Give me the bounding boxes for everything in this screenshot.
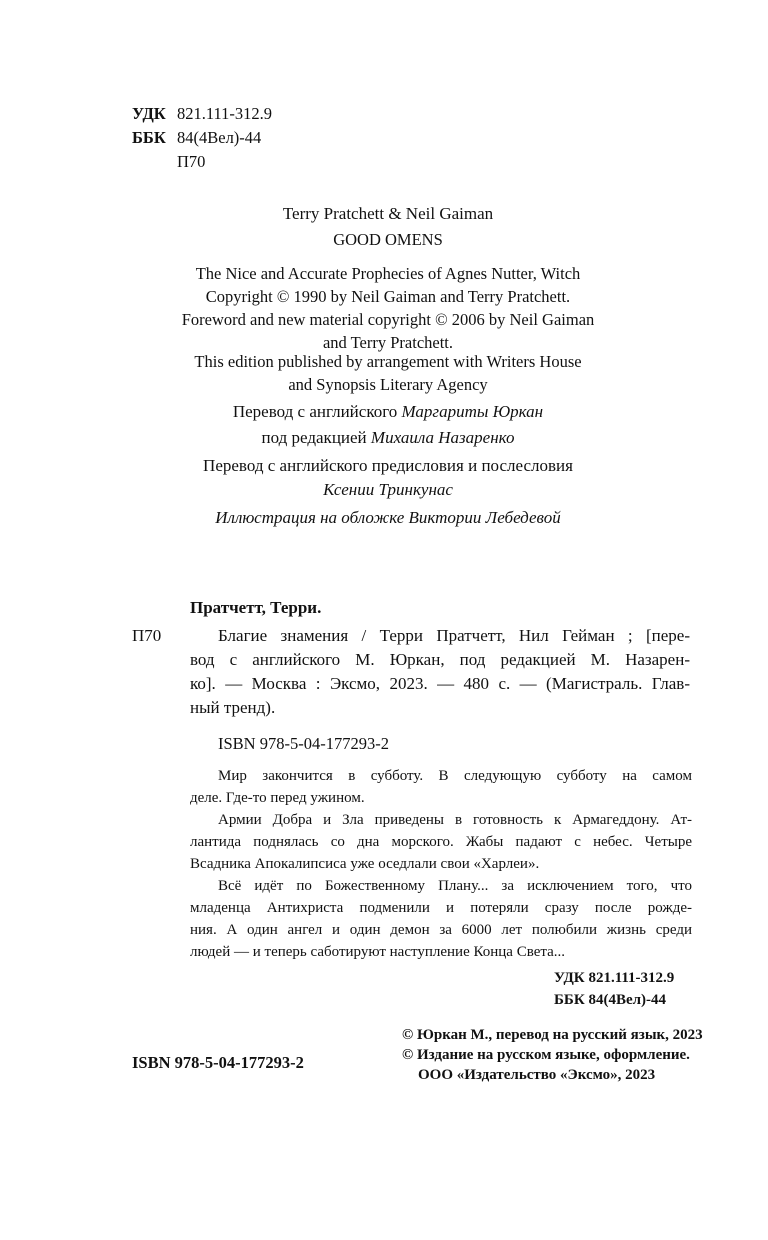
catalog-line: ко]. — Москва : Эксмо, 2023. — 480 с. — (Магистраль. Глав- bbox=[190, 674, 690, 693]
illustration-credit: Иллюстрация на обложке Виктории Лебедевой bbox=[215, 508, 561, 527]
annotation-line: людей — и теперь саботируют наступление Конца Света... bbox=[190, 944, 565, 960]
copyright-line: Foreword and new material copyright © 2006 by Neil Gaiman bbox=[181, 310, 595, 329]
copyright-line: The Nice and Accurate Prophecies of Agnes Nutter, Witch bbox=[195, 264, 581, 283]
translation-credit bbox=[180, 402, 596, 422]
annotation-line: Мир закончится в субботу. В следующую субботу на самом bbox=[218, 768, 692, 784]
annotation-line: Армии Добра и Зла приведены в готовность к Армагеддону. Ат- bbox=[218, 812, 692, 828]
editor-prefix: под редакцией bbox=[261, 428, 371, 447]
bottom-bbk: ББК 84(4Вел)-44 bbox=[554, 992, 667, 1008]
catalog-line: ный тренд). bbox=[190, 698, 276, 717]
original-authors: Terry Pratchett & Neil Gaiman bbox=[282, 204, 494, 223]
catalog-line: Благие знамения / Терри Пратчетт, Нил Гейман ; [пере- bbox=[218, 626, 690, 645]
annotation-line: Всадника Апокалипсиса уже оседлали свои «Харлеи». bbox=[190, 856, 540, 872]
annotation-line: ния. А один ангел и один демон за 6000 лет полюбили жизнь среди bbox=[190, 922, 692, 938]
catalog-isbn: ISBN 978-5-04-177293-2 bbox=[218, 734, 389, 753]
copyright-line: Copyright © 1990 by Neil Gaiman and Terry Pratchett. bbox=[205, 287, 571, 306]
edition-block bbox=[180, 350, 596, 396]
annotation-line: деле. Где-то перед ужином. bbox=[190, 790, 365, 806]
copyright-line: and Terry Pratchett. bbox=[322, 333, 454, 352]
udk-label: УДК bbox=[132, 104, 166, 123]
footer-copyright-translation: © Юркан М., перевод на русский язык, 2023 bbox=[402, 1027, 703, 1043]
author-mark: П70 bbox=[177, 152, 206, 171]
annotation-line: лантида поднялась со дна морского. Жабы падают с небес. Четыре bbox=[190, 834, 692, 850]
original-title: GOOD OMENS bbox=[333, 230, 443, 249]
catalog-line: вод с английского М. Юркан, под редакцией М. Назарен- bbox=[190, 650, 690, 669]
udk-value: 821.111-312.9 bbox=[177, 104, 273, 123]
bbk-value: 84(4Вел)-44 bbox=[177, 128, 262, 147]
catalog-heading: Пратчетт, Терри. bbox=[190, 598, 322, 617]
copyright-block bbox=[180, 262, 596, 354]
footer-publisher: ООО «Издательство «Эксмо», 2023 bbox=[418, 1067, 656, 1083]
annotation-line: младенца Антихриста подменили и потеряли сразу после рожде- bbox=[190, 900, 692, 916]
edition-line: This edition published by arrangement with Writers House bbox=[194, 352, 582, 371]
foreword-credit: Перевод с английского предисловия и послесловия bbox=[203, 456, 573, 475]
editor-credit bbox=[180, 428, 596, 448]
footer-isbn: ISBN 978-5-04-177293-2 bbox=[132, 1053, 304, 1072]
bbk-label: ББК bbox=[132, 128, 166, 147]
annotation-line: Всё идёт по Божественному Плану... за исключением того, что bbox=[218, 878, 692, 894]
catalog-mark: П70 bbox=[132, 626, 162, 645]
translation-prefix: Перевод с английского bbox=[232, 402, 402, 421]
bottom-udk: УДК 821.111-312.9 bbox=[554, 970, 675, 986]
edition-line: and Synopsis Literary Agency bbox=[288, 375, 488, 394]
translator-name: Маргариты Юркан bbox=[401, 402, 544, 421]
foreword-translator: Ксении Тринкунас bbox=[323, 480, 453, 499]
footer-copyright-edition: © Издание на русском языке, оформление. bbox=[402, 1047, 690, 1063]
editor-name: Михаила Назаренко bbox=[370, 428, 515, 447]
